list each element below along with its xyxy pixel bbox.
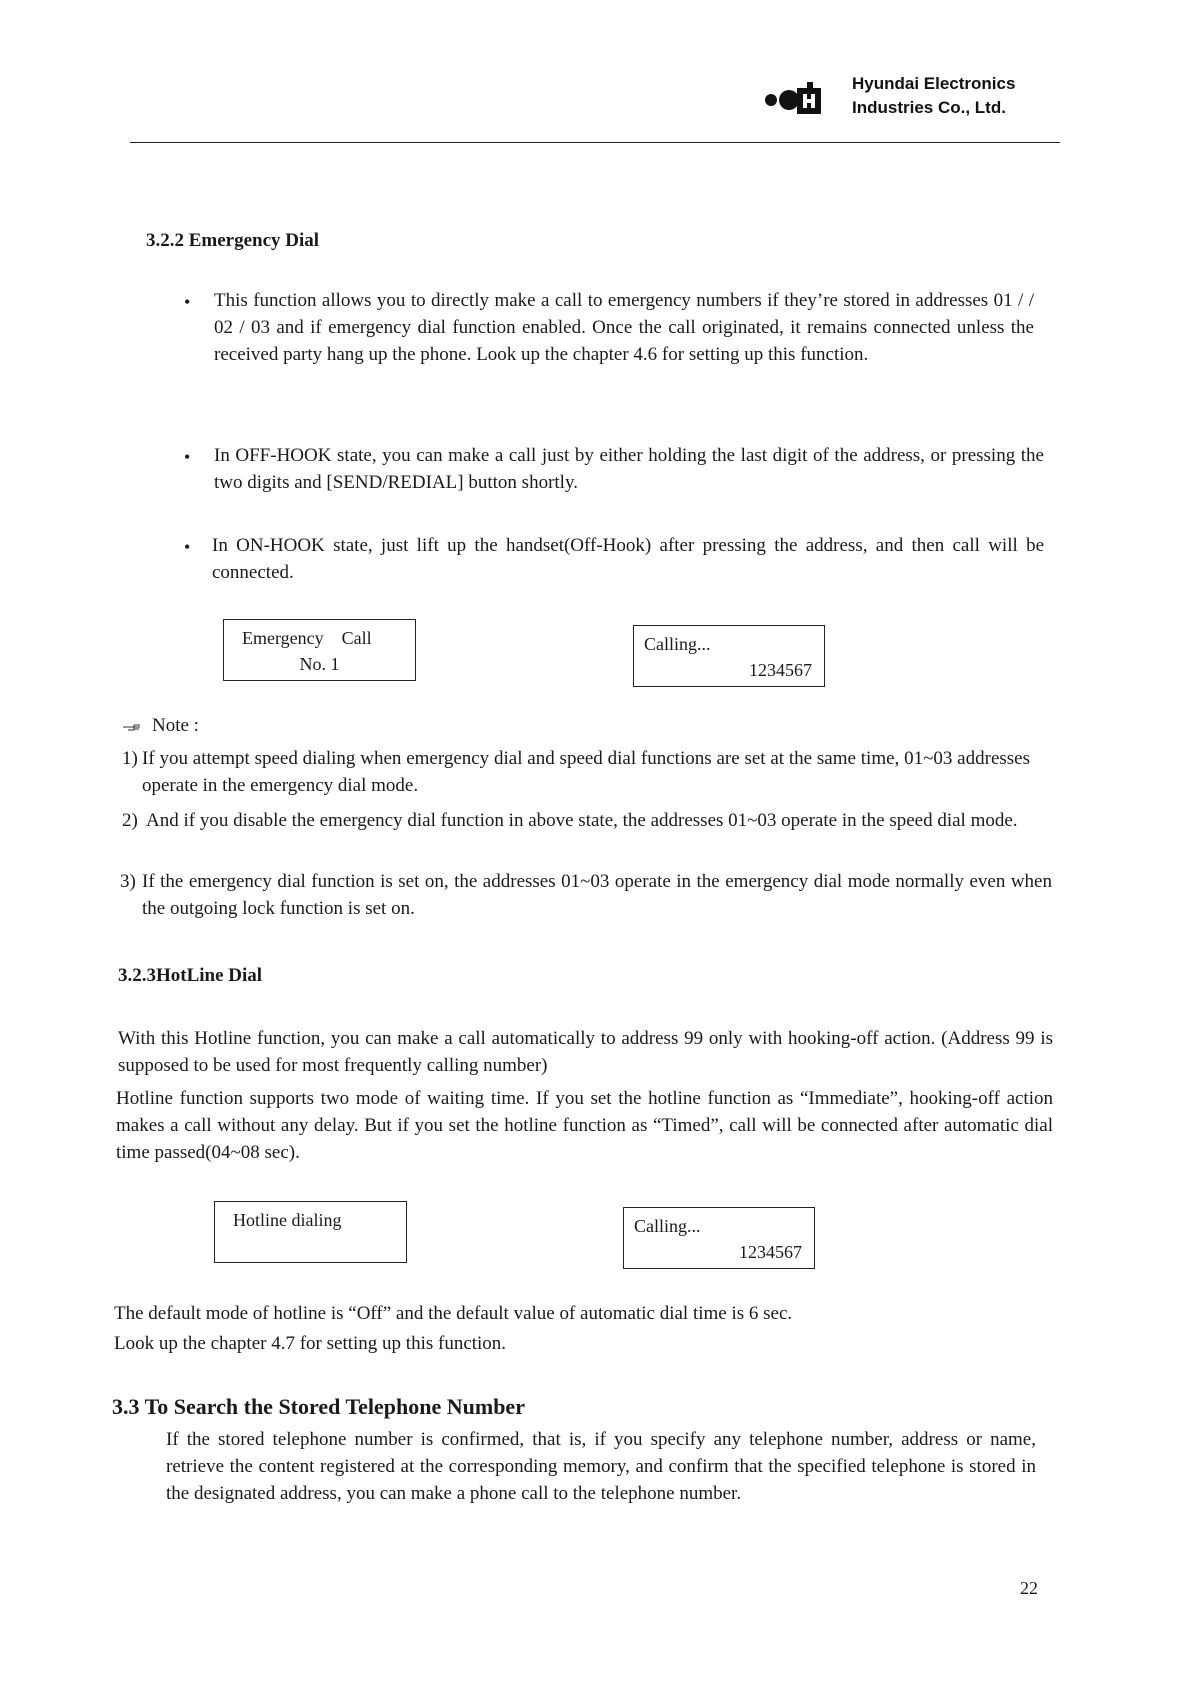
note-item-text-1: If you attempt speed dialing when emergency dial and speed dial functions are set at the same time, 01~03 addresses operate in the emergency dial mode. [142,748,1030,796]
section-title-search-stored-number: 3.3 To Search the Stored Telephone Number [112,1394,525,1419]
company-name [852,72,1072,120]
lcd-line-2: No. 1 [299,654,340,674]
lcd-display-emergency-call [223,619,416,681]
page-header [130,70,1060,148]
bullet-text-2: In OFF-HOOK state, you can make a call just by either holding the last digit of the address, or pressing the two digits and [SEND/REDIAL] button shortly. [214,445,1044,493]
hotline-default-text: The default mode of hotline is “Off” and the default value of automatic dial time is 6 sec. [114,1303,793,1324]
bullet-icon: • [184,537,191,557]
hyundai-logo [763,80,833,116]
note-item-text-2: And if you disable the emergency dial function in above state, the addresses 01~03 operate in the speed dial mode. [146,810,1018,831]
note-item-num-2: 2) [122,810,138,831]
lcd-line-1: Calling... [644,634,711,654]
section-title-hotline-dial: 3.2.3HotLine Dial [118,965,263,986]
lcd-display-calling [633,625,825,687]
company-name-line2: Industries Co., Ltd. [852,98,1006,117]
lcd-line-1: Emergency Call [242,628,372,648]
header-rule [130,142,1060,143]
note-item-num-3: 3) [120,871,136,892]
note-item-num-1: 1) [122,748,138,769]
bullet-icon: • [184,292,191,312]
lcd-display-calling [623,1207,815,1269]
section-title-emergency-dial: 3.2.2 Emergency Dial [146,230,320,251]
bullet-text-3: In ON-HOOK state, just lift up the handset(Off-Hook) after pressing the address, and then call will be connected. [212,535,1044,583]
page-number: 22 [1020,1578,1038,1598]
lcd-display-hotline-dialing [214,1201,407,1263]
note-item-text-3: If the emergency dial function is set on, the addresses 01~03 operate in the emergency dial mode normally even when the outgoing lock function is set on. [142,871,1052,919]
lcd-line-2: 1234567 [749,660,812,680]
bullet-icon: • [184,447,191,467]
company-name-line1: Hyundai Electronics [852,74,1016,93]
hotline-paragraph-1: With this Hotline function, you can make a call automatically to address 99 only with hooking-off action. (Address 99 is supposed to be used for most frequently calling number) [118,1028,1053,1076]
note-label: Note : [152,715,199,736]
note-heading [122,712,199,739]
lcd-line-2: 1234567 [739,1242,802,1262]
lcd-line-1: Calling... [634,1216,701,1236]
lcd-line-1: Hotline dialing [233,1210,342,1230]
bullet-text-1: This function allows you to directly make a call to emergency numbers if they’re stored in addresses 01 / / 02 / 03 and if emergency dial function enabled. Once the call originated, it remains connected unless the received party hang up the phone. Look up the chapter 4.6 for setting up this function. [214,290,1034,365]
hotline-paragraph-2: Hotline function supports two mode of waiting time. If you set the hotline function as “Immediate”, hooking-off action makes a call without any delay. But if you set the hotline function as “Timed”, call will be connected after automatic dial time passed(04~08 sec). [116,1088,1053,1163]
pointing-hand-icon [122,722,142,732]
search-paragraph: If the stored telephone number is confirmed, that is, if you specify any telephone number, address or name, retrieve the content registered at the corresponding memory, and confirm that the specified telephone is stored in the designated address, you can make a phone call to the telephone number. [166,1429,1036,1504]
hotline-chapter-ref: Look up the chapter 4.7 for setting up this function. [114,1333,507,1354]
